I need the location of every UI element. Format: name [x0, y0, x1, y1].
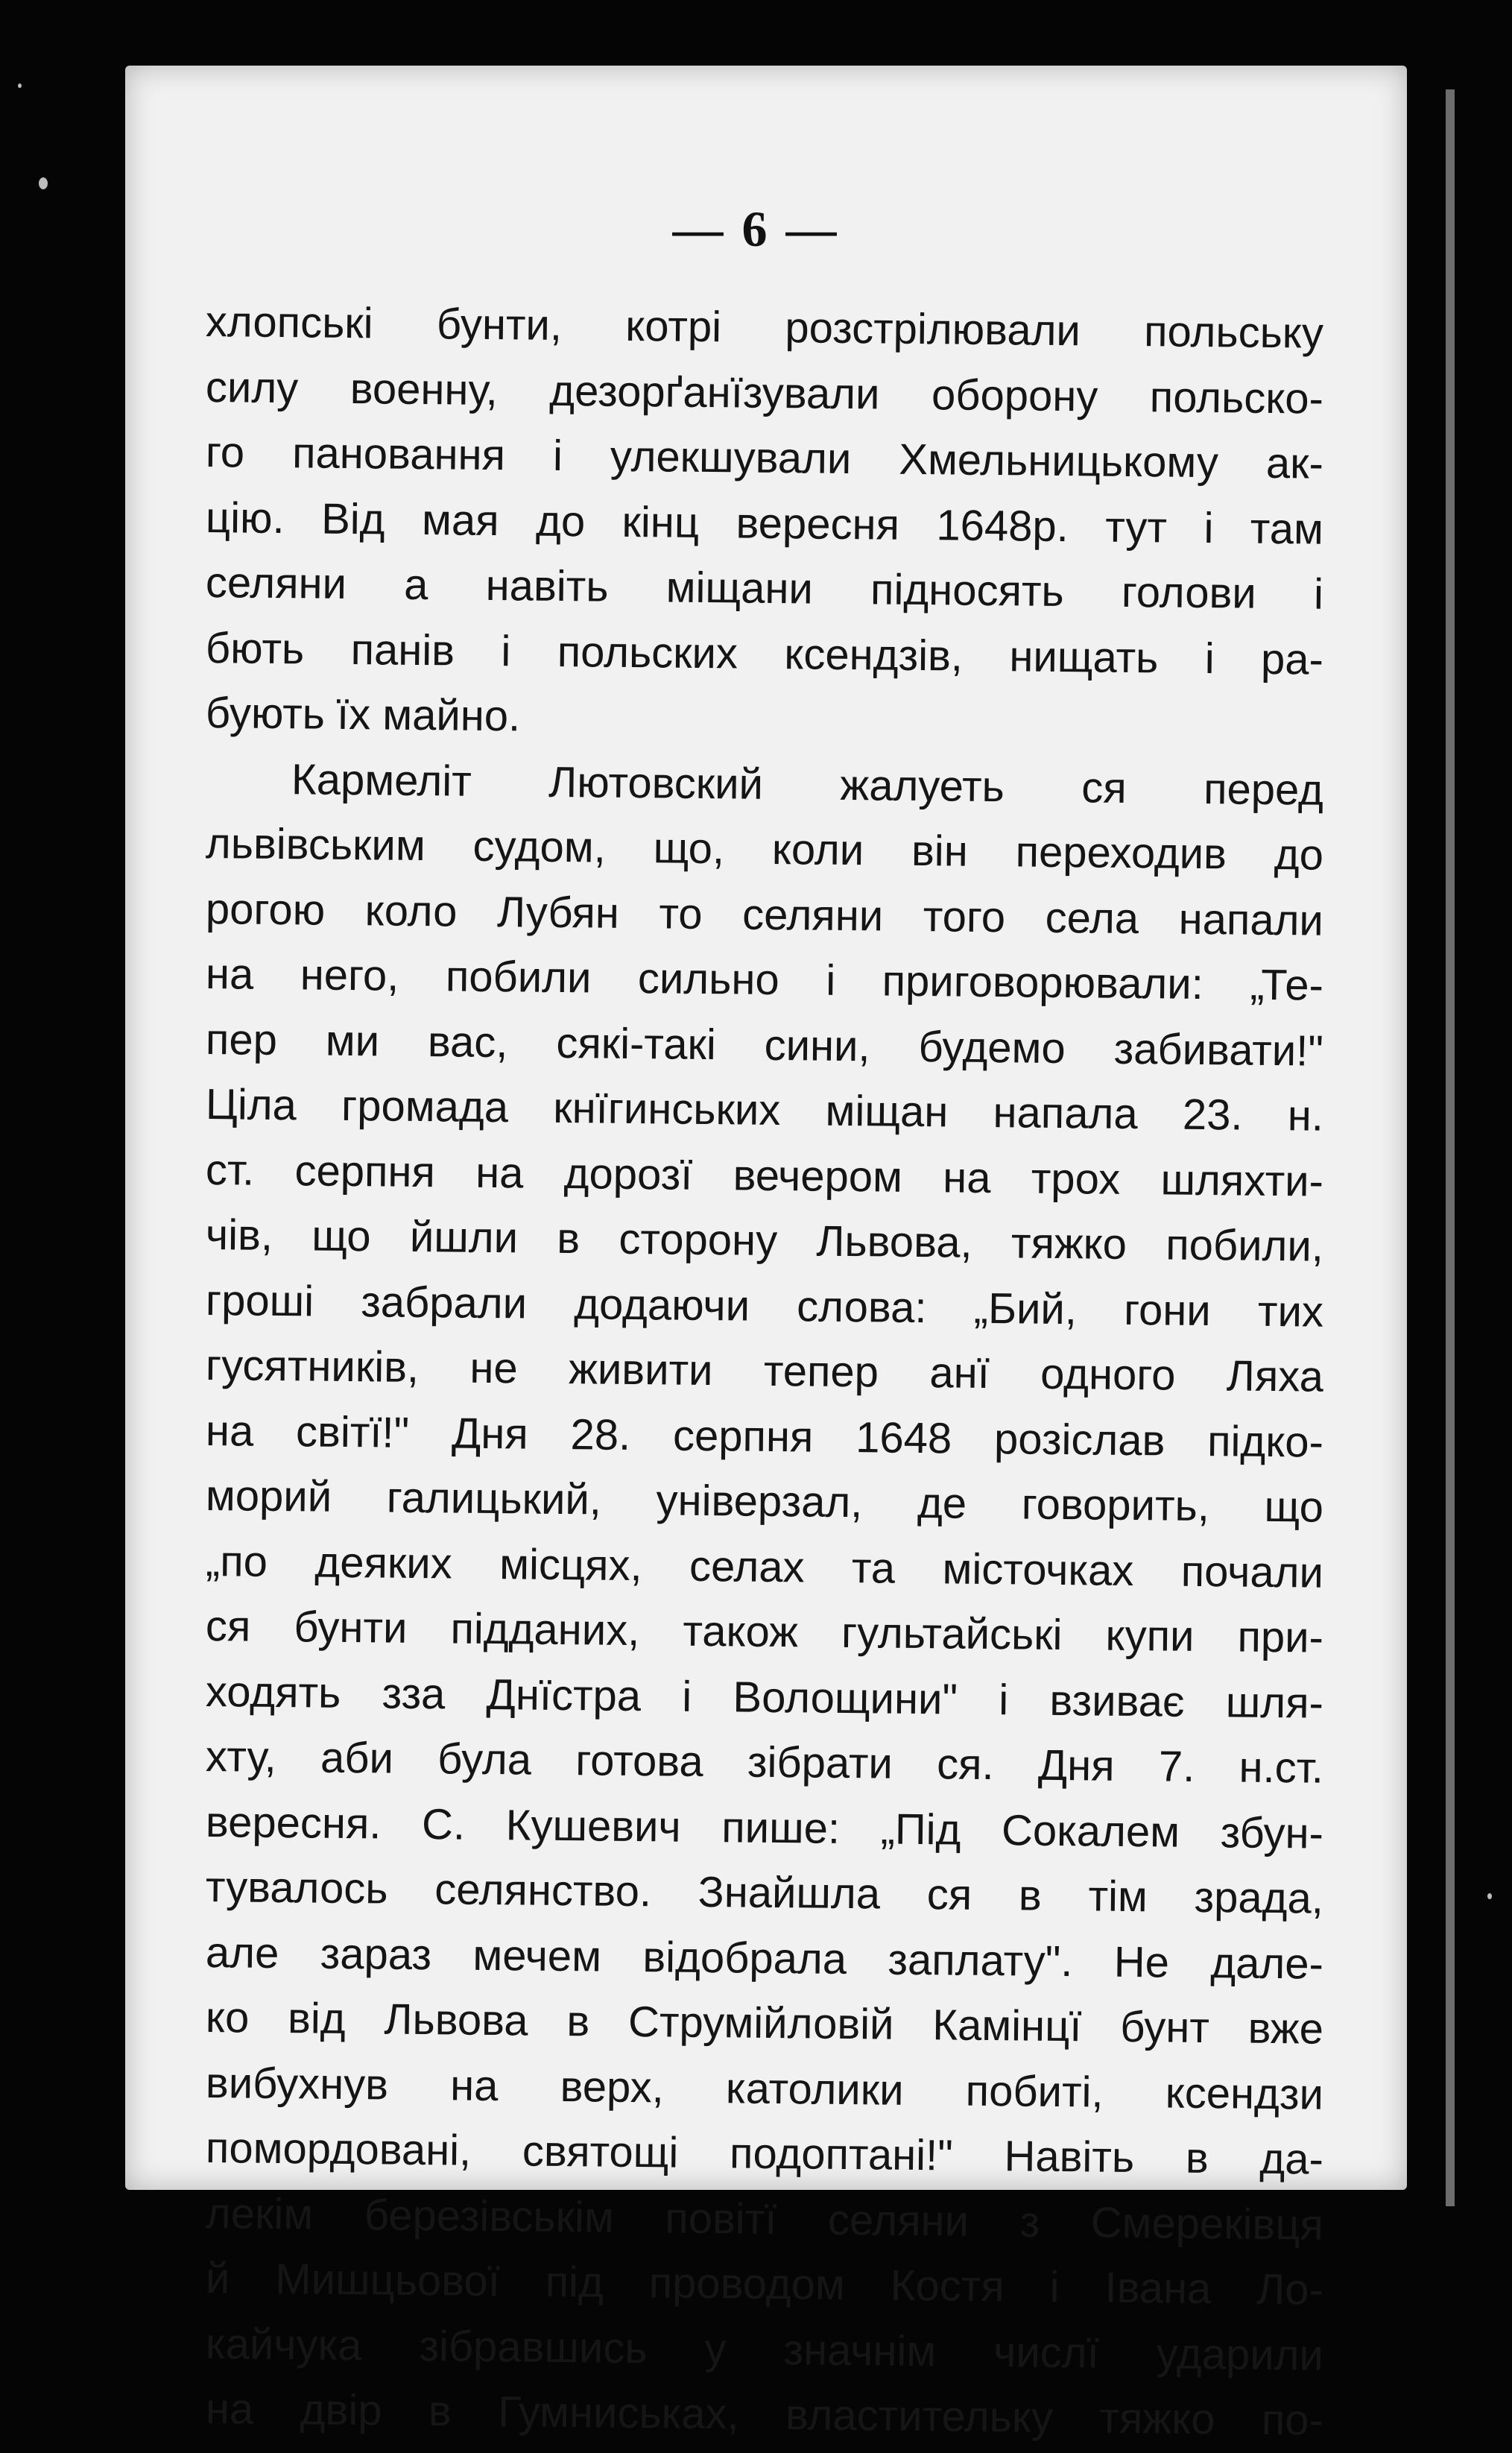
text-line: хту, аби була готова зібрати ся. Дня 7. н.ст. [205, 1732, 1324, 1793]
text-line: бують їх майно. [205, 689, 521, 741]
text-line: тувалось селянство. Знайшла ся в тім зрада, [205, 1863, 1324, 1923]
text-line: селяни а навіть міщани підносять голови і [205, 558, 1324, 619]
page-number: — 6 — [672, 201, 840, 257]
text-line: на двір в Гумниськах, властительку тяжко по- [205, 2384, 1324, 2445]
film-speck [39, 177, 48, 189]
text-line: силу военну, дезорґанїзували оборону польско- [205, 362, 1324, 423]
body-text [205, 289, 1324, 2445]
text-line: на світї!" Дня 28. серпня 1648 розіслав підко- [205, 1406, 1324, 1467]
text-line: чів, що йшли в сторону Львова, тяжко побили, [205, 1210, 1324, 1271]
text-line: й Мишцьової під проводом Костя і Івана Ло- [205, 2254, 1324, 2314]
text-line: Кармеліт Лютовский жалуеть ся перед [291, 754, 1324, 815]
text-line: гусятників, не живити тепер анї одного Ляха [205, 1341, 1324, 1401]
text-line: „по деяких місцях, селах та місточках почали [205, 1536, 1324, 1597]
text-line: хлопські бунти, котрі розстрілювали польську [205, 297, 1324, 358]
text-line: львівським судом, що, коли він переходив до [205, 819, 1324, 880]
text-line: ходять зза Днїстра і Волощини" і взиває шля- [205, 1667, 1324, 1728]
text-line: пер ми вас, сякі-такі сини, будемо забивати!" [205, 1014, 1324, 1076]
next-page-edge [1446, 89, 1455, 2206]
text-line: го пановання і улекшували Хмельницькому ак- [205, 428, 1324, 488]
text-line: ст. серпня на дорозї вечером на трох шляхти- [205, 1145, 1324, 1206]
text-line: рогою коло Лубян то селяни того села напали [205, 884, 1324, 945]
text-line: ко від Львова в Струмійловій Камінцї бунт вже [205, 1993, 1324, 2053]
text-line: Ціла громада кнїгинських міщан напала 23. н. [205, 1080, 1324, 1140]
text-line: лекім березівськім повітї селяни з Смереківця [205, 2188, 1324, 2250]
text-line: цію. Від мая до кінц вересня 1648р. тут і там [205, 493, 1324, 554]
text-line: помордовані, святощі подоптані!" Навіть в да- [205, 2124, 1324, 2184]
text-line: вересня. С. Кушевич пише: „Під Сокалем збун- [205, 1797, 1324, 1858]
text-line: морий галицький, універзал, де говорить, що [205, 1471, 1324, 1532]
text-line: на него, побили сильно і приговорювали: „Те- [205, 950, 1324, 1010]
text-line: ся бунти підданих, також гультайські купи при- [205, 1602, 1324, 1662]
film-speck [1487, 1893, 1492, 1899]
film-speck [18, 83, 22, 88]
text-line: кайчука зібравшись у значнім числї ударили [205, 2319, 1324, 2380]
text-line: гроші забрали додаючи слова: „Бий, гони тих [205, 1275, 1324, 1336]
text-line: але зараз мечем відобрала заплату". Не дале- [205, 1928, 1324, 1989]
text-line: вибухнув на верх, католики побиті, ксендзи [205, 2058, 1324, 2119]
text-line: бють панів і польских ксендзів, нищать і ра- [205, 623, 1324, 684]
